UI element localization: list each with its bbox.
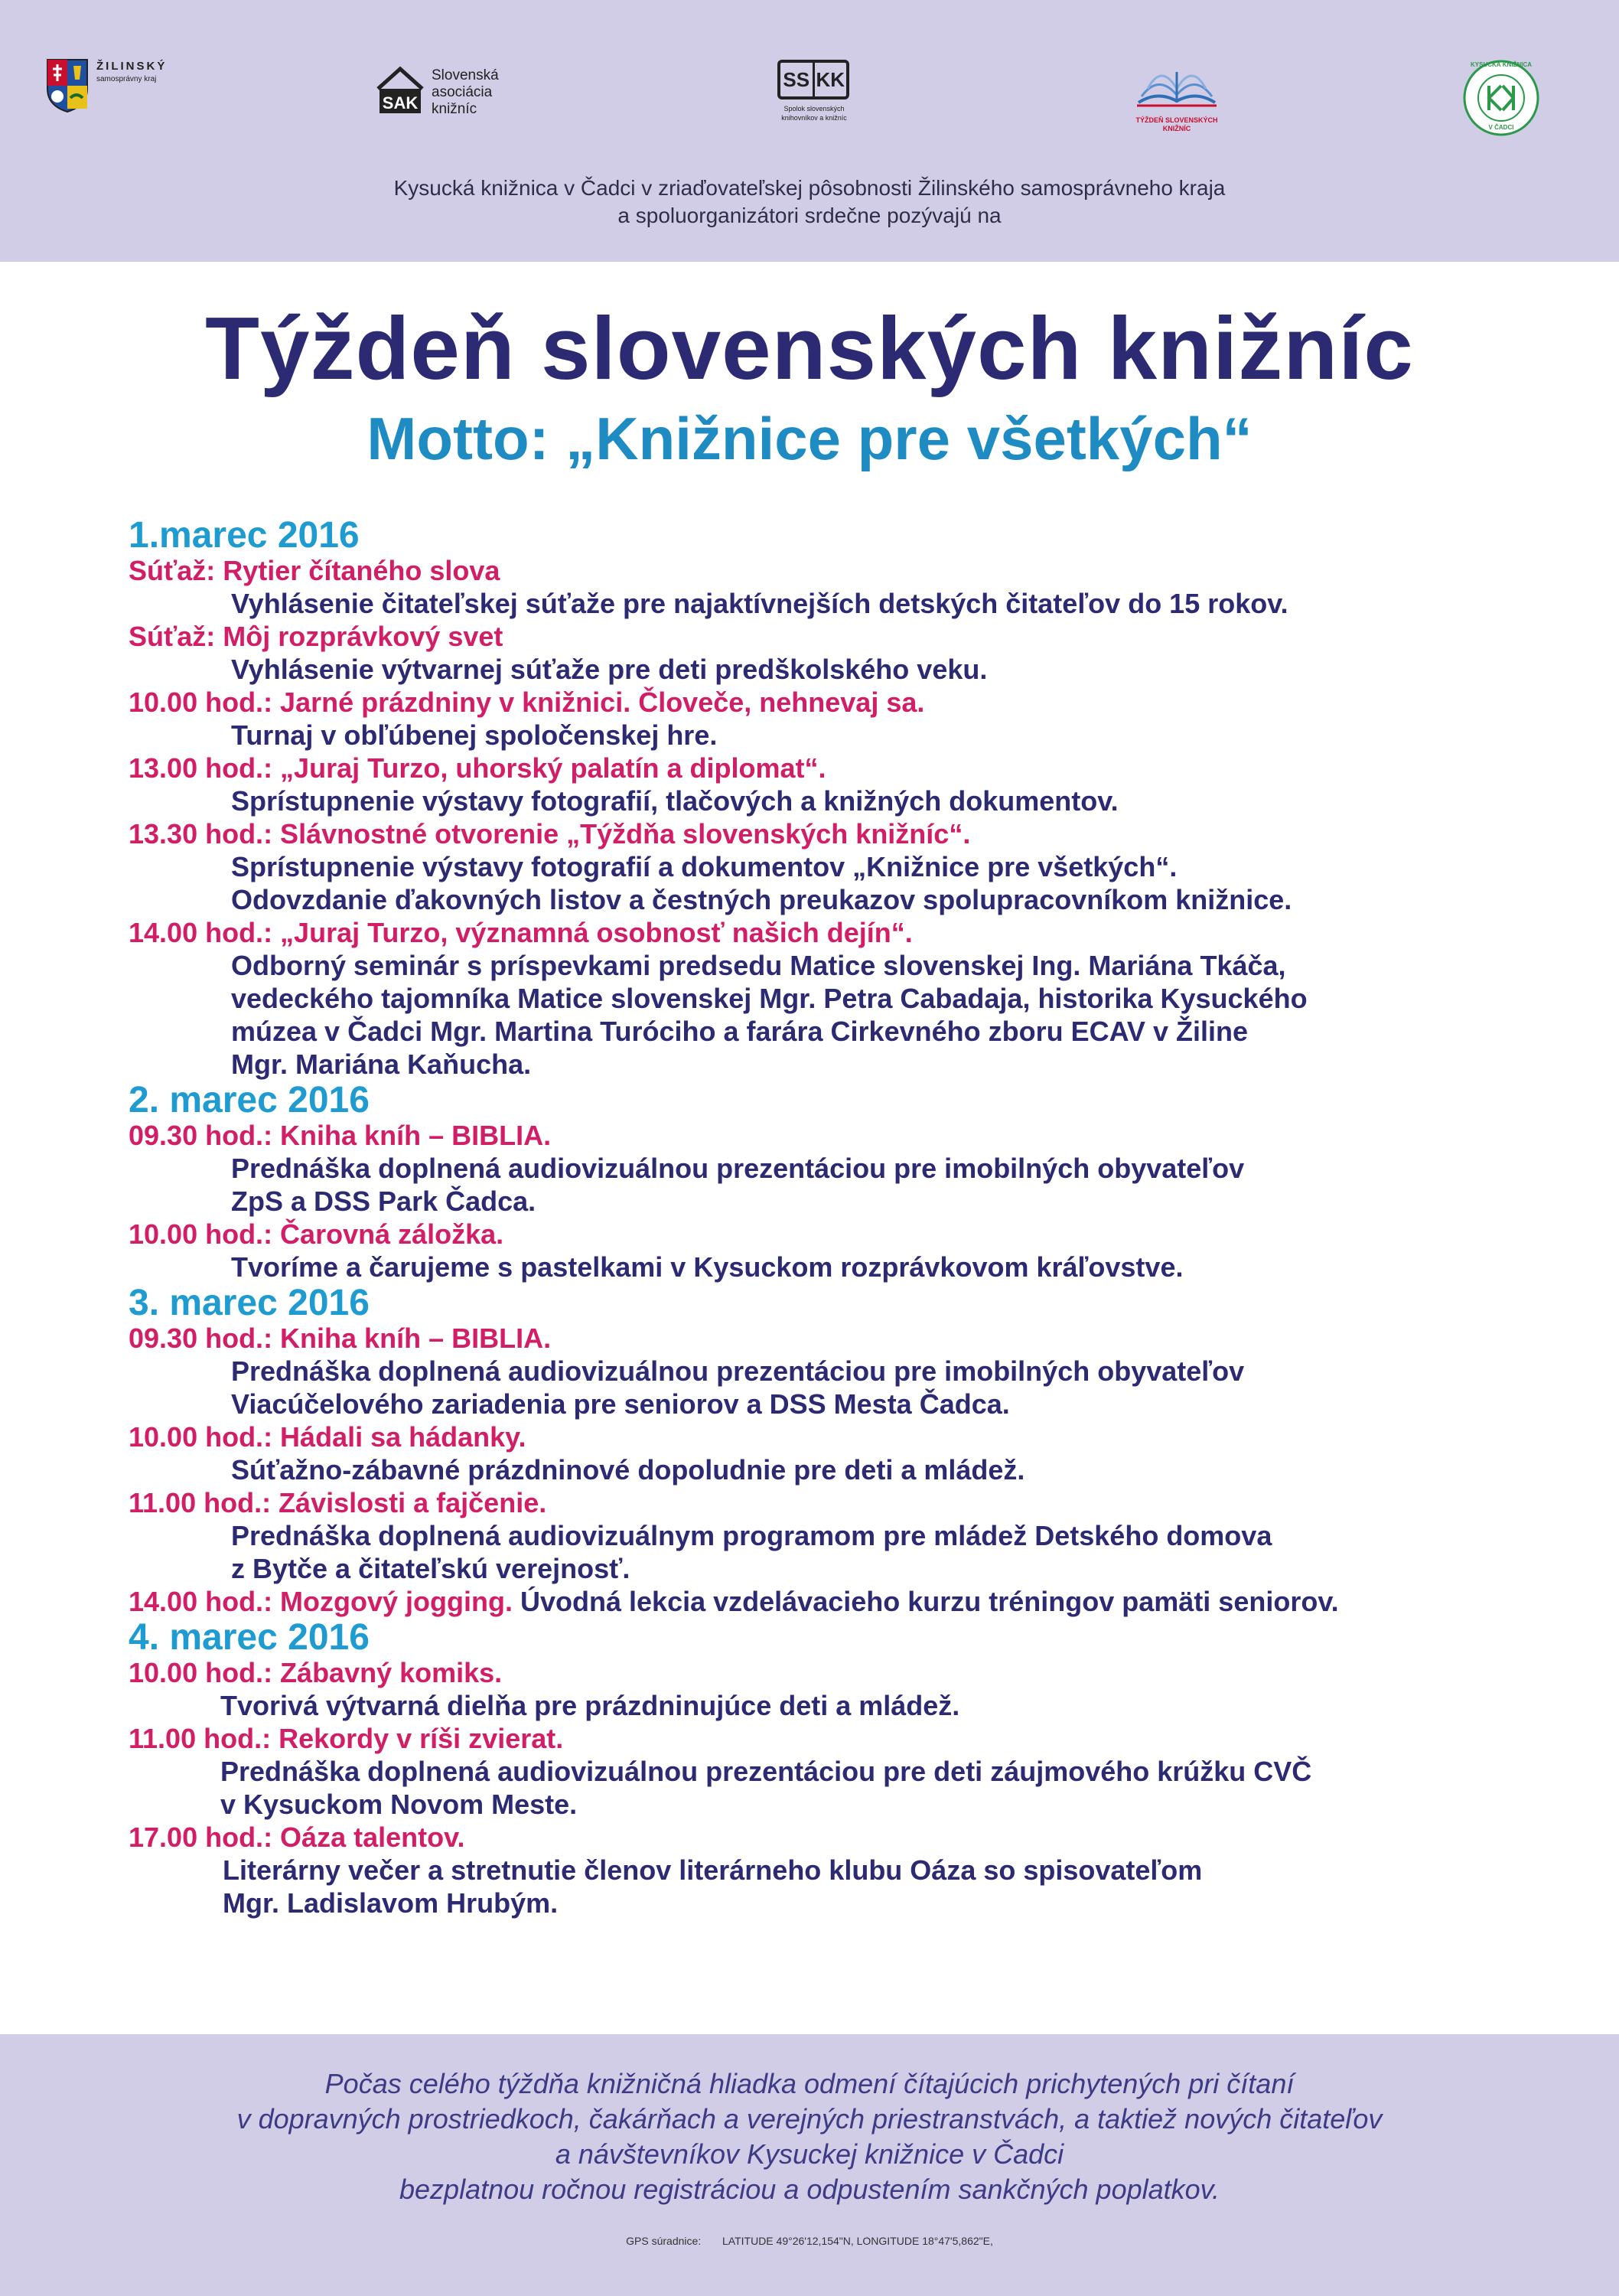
event-description: v Kysuckom Novom Meste. <box>220 1789 578 1820</box>
event-title-with-inline-description <box>129 1585 1582 1618</box>
gps-value: LATITUDE 49°26'12,154"N, LONGITUDE 18°47'5,862"E, <box>722 2235 993 2247</box>
event-title: Súťaž: Rytier čítaného slova <box>129 555 500 586</box>
event-title: 13.00 hod.: „Juraj Turzo, uhorský palatín a diplomat“. <box>129 752 826 784</box>
event-title: 11.00 hod.: Rekordy v ríši zvierat. <box>129 1723 564 1754</box>
event-title: 11.00 hod.: Závislosti a fajčenie. <box>129 1487 547 1518</box>
event-title: 10.00 hod.: Čarovná záložka. <box>129 1218 504 1250</box>
gps-coordinates <box>0 2235 1619 2247</box>
footer-line1: Počas celého týždňa knižničná hliadka odmení čítajúcich prichytených pri čítaní <box>324 2068 1295 2099</box>
motto: Motto: „Knižnice pre všetkých“ <box>366 405 1253 472</box>
day-date: 1.marec 2016 <box>129 515 360 556</box>
tsk-line1: TÝŽDEŇ SLOVENSKÝCH <box>1135 116 1218 124</box>
event-description: Odovzdanie ďakovných listov a čestných preukazov spolupracovníkom knižnice. <box>231 884 1292 915</box>
program <box>129 516 1582 1919</box>
event-title: 14.00 hod.: Mozgový jogging. <box>129 1586 513 1617</box>
sskk-line2: knihovníkov a knižníc <box>781 114 847 122</box>
event-description: Viacúčelového zariadenia pre seniorov a DSS Mesta Čadca. <box>231 1388 1010 1420</box>
zilinsky-logo-line2: samosprávny kraj <box>96 75 157 83</box>
event-description: vedeckého tajomníka Matice slovenskej Mgr. Petra Cabadaja, historika Kysuckého <box>231 983 1308 1014</box>
event-description: Sprístupnenie výstavy fotografií, tlačových a knižných dokumentov. <box>231 785 1119 817</box>
tsk-logo <box>1131 57 1223 136</box>
event-description: Turnaj v obľúbenej spoločenskej hre. <box>231 719 718 751</box>
zilinsky-logo-line1: ŽILINSKÝ <box>96 60 168 73</box>
event-title: 10.00 hod.: Zábavný komiks. <box>129 1657 503 1688</box>
event-title: 13.30 hod.: Slávnostné otvorenie „Týždňa slovenských knižníc“. <box>129 818 971 850</box>
event-description: Prednáška doplnená audiovizuálnou prezentáciou pre imobilných obyvateľov <box>231 1153 1245 1184</box>
event-inline-description: Úvodná lekcia vzdelávacieho kurzu tréningov pamäti seniorov. <box>513 1586 1339 1617</box>
event-title: 17.00 hod.: Oáza talentov. <box>129 1821 465 1853</box>
tsk-line2: KNIŽNÍC <box>1162 125 1191 132</box>
footer-line3: a návštevníkov Kysuckej knižnice v Čadci <box>555 2138 1064 2170</box>
event-description: Vyhlásenie čitateľskej súťaže pre najaktívnejších detských čitateľov do 15 rokov. <box>231 588 1288 619</box>
event-description: ZpS a DSS Park Čadca. <box>231 1186 536 1217</box>
event-title: 09.30 hod.: Kniha kníh – BIBLIA. <box>129 1120 552 1151</box>
event-description: Vyhlásenie výtvarnej súťaže pre deti predškolského veku. <box>231 654 988 685</box>
day-date: 4. marec 2016 <box>129 1617 370 1658</box>
event-description: Mgr. Mariána Kaňucha. <box>231 1049 532 1080</box>
event-title: 14.00 hod.: „Juraj Turzo, významná osobnosť našich dejín“. <box>129 917 913 948</box>
event-description: Súťažno-zábavné prázdninové dopoludnie pre deti a mládež. <box>231 1454 1025 1486</box>
header-band <box>0 0 1619 262</box>
sak-line1: Slovenská <box>432 67 499 83</box>
event-description: Sprístupnenie výstavy fotografií a dokumentov „Knižnice pre všetkých“. <box>231 851 1178 882</box>
kysucka-kniznica-logo <box>1460 57 1542 139</box>
event-description: Tvorivá výtvarná dielňa pre prázdninujúce deti a mládež. <box>220 1690 960 1721</box>
event-description: Literárny večer a stretnutie členov literárneho klubu Oáza so spisovateľom <box>223 1854 1203 1886</box>
sskk-abbr-right: KK <box>816 68 845 91</box>
day-date: 2. marec 2016 <box>129 1080 370 1120</box>
sak-abbr: SAK <box>382 93 419 113</box>
gps-label: GPS súradnice: <box>626 2235 702 2247</box>
sskk-logo <box>768 60 860 136</box>
event-title: 09.30 hod.: Kniha kníh – BIBLIA. <box>129 1322 552 1354</box>
event-description: Tvoríme a čarujeme s pastelkami v Kysuckom rozprávkovom kráľovstve. <box>231 1251 1184 1283</box>
zilinsky-kraj-logo <box>46 58 207 113</box>
book-house-icon <box>375 66 425 116</box>
intro-line1: Kysucká knižnica v Čadci v zriaďovateľskej pôsobnosti Žilinského samosprávneho kraja <box>393 176 1226 200</box>
kk-arc-bottom: V ČADCI <box>1488 124 1514 131</box>
event-description: Odborný seminár s príspevkami predsedu Matice slovenskej Ing. Mariána Tkáča, <box>231 950 1286 981</box>
sskk-abbr-left: SS <box>780 63 815 96</box>
footer-line4: bezplatnou ročnou registráciou a odpustením sankčných poplatkov. <box>399 2174 1220 2205</box>
event-description: Prednáška doplnená audiovizuálnou prezentáciou pre deti záujmového krúžku CVČ <box>220 1756 1312 1787</box>
event-title: Súťaž: Môj rozprávkový svet <box>129 621 503 652</box>
coat-of-arms-icon <box>46 58 89 113</box>
intro-line2: a spoluorganizátori srdečne pozývajú na <box>617 204 1002 227</box>
sak-logo <box>375 66 551 122</box>
event-title: 10.00 hod.: Hádali sa hádanky. <box>129 1421 526 1453</box>
page-title: Týždeň slovenských knižníc <box>205 298 1414 398</box>
sskk-line1: Spolok slovenských <box>783 105 845 113</box>
sak-line2: asociácia <box>432 84 493 100</box>
event-description: Prednáška doplnená audiovizuálnou prezentáciou pre imobilných obyvateľov <box>231 1355 1245 1387</box>
event-description: múzea v Čadci Mgr. Martina Turóciho a farára Cirkevného zboru ECAV v Žiline <box>231 1016 1248 1047</box>
footer-text <box>0 2066 1619 2207</box>
event-description: Prednáška doplnená audiovizuálnym programom pre mládež Detského domova <box>231 1520 1272 1551</box>
sak-line3: knižníc <box>432 101 477 117</box>
intro-text <box>0 174 1619 230</box>
open-book-icon <box>1131 57 1223 115</box>
kk-arc-top: KYSUCKÁ KNIŽNICA <box>1471 61 1532 68</box>
event-description: Mgr. Ladislavom Hrubým. <box>223 1887 559 1919</box>
event-title: 10.00 hod.: Jarné prázdniny v knižnici. Človeče, nehnevaj sa. <box>129 687 925 718</box>
day-date: 3. marec 2016 <box>129 1283 370 1323</box>
footer-line2: v dopravných prostriedkoch, čakárňach a verejných priestranstvách, a taktiež nových čitateľov <box>236 2103 1383 2135</box>
event-description: z Bytče a čitateľskú verejnosť. <box>231 1553 630 1584</box>
